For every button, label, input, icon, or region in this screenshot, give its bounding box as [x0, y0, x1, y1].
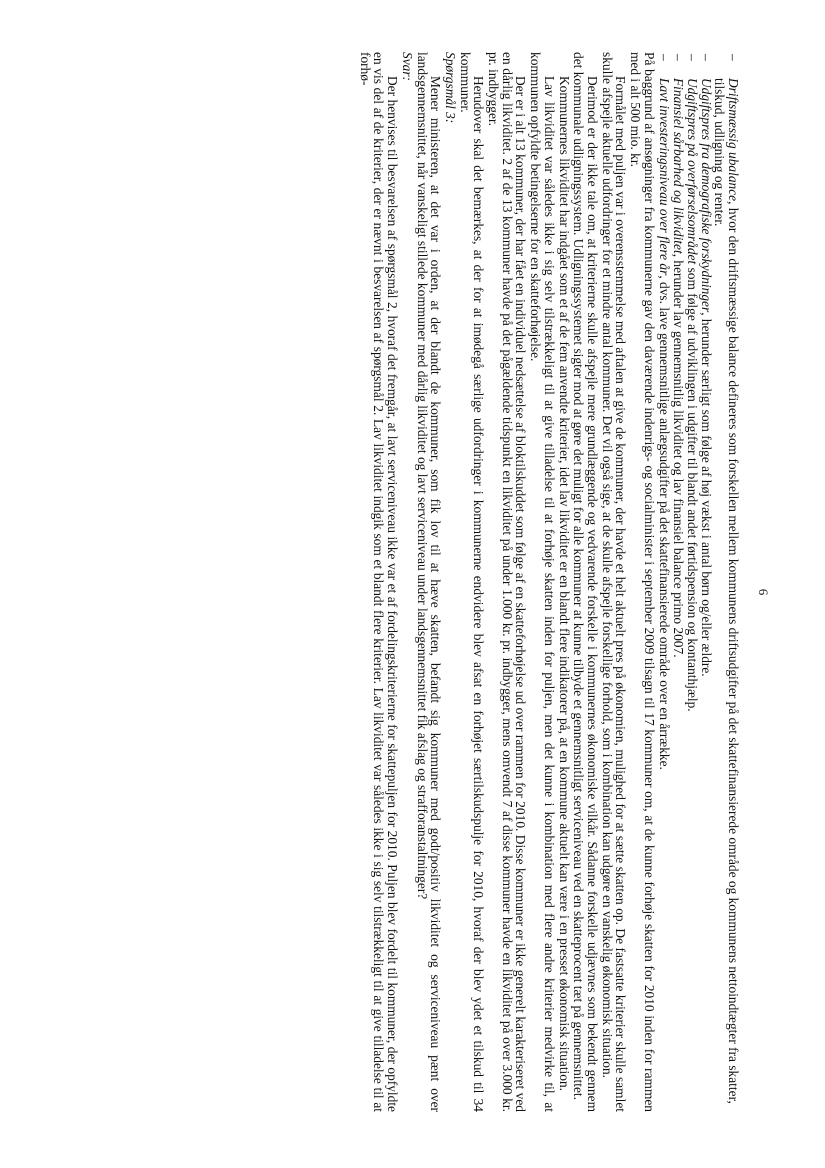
scanned-page	[80, 52, 770, 1132]
paragraph: Der er i alt 13 kommuner, der har fået en individuel nedsættelse af bloktilskuddet som følge af en skatteforhøjelse ud over rammen for 2010. Disse kommuner er ikke generelt karakteriseret ved en dårlig likviditet. 2 af de 13 kommuner havde på det pågældende tidspunkt en likviditet på under 1.000 kr. pr. indbygger, mens omvendt 7 af disse kommuner havde en likviditet på over 3.000 kr. pr. indbygger.	[486, 52, 529, 1112]
bullet-dash: –	[657, 54, 673, 61]
list-item	[699, 52, 713, 1112]
page-content	[358, 52, 740, 1112]
criterion-term: Finansiel sårbarhed og likviditet	[671, 78, 687, 254]
bullet-dash: –	[671, 54, 687, 61]
paragraph: Kommunernes likviditet har indgået som et af de fem anvendte kriterier, idet lav likviditet er en blandt flere indikatorer på, at en kommune aktuelt kan være i en presset økonomisk situation.	[556, 76, 572, 1091]
criteria-list	[658, 52, 740, 1112]
paragraph: Derimod er der ikke tale om, at kriterierne skulle afspejle mere grundlæggende og vedvarende forskelle i kommunernes økonomiske vilkår. Sådanne forskelle udjævnes som bekendt gennem det kommunale udligningssystem. Udligningssystemet sigter mod at gøre det muligt for alle kommuner at kunne tilbyde et gennemsnitligt serviceniveau ved en skatteprocent tæt på gennemsnittet.	[571, 52, 600, 1112]
question-text: Mener ministeren, at det var i orden, at der blandt de kommuner, som fik lov til at hæve skatten, befandt sig kommuner med godt/positiv likviditet og serviceniveau pænt over landsgennemsnittet, når vanskeligt stillede kommuner med dårlig likviditet og lavt serviceniveau under landsgennemsnittet fik afslag og strafforanstaltninger?	[414, 52, 444, 1112]
question-heading: Spørgsmål 3:	[442, 52, 458, 124]
criterion-term: Lavt investeringsniveau over flere år	[657, 78, 673, 276]
criterion-text: , herunder lav gennemsnitlig likviditet og lav finansiel balance primo 2007.	[671, 253, 687, 658]
criterion-text: , hvor den driftsmæssige balance defineres som forskellen mellem kommunens driftsudgifter på det skattefinansierede område og kommunens nettoindtægter fra skatter, tilskud, udligning og renter.	[712, 78, 741, 1104]
paragraph: Formålet med puljen var i overensstemmelse med aftalen at give de kommuner, der havde et helt aktuelt pres på økonomien, mulighed for at sætte skatten op. De fastsatte kriterier skulle samlet skulle afspejle aktuelle udfordringer for et mindre antal kommuner. Det vil også sige, at de skulle afspejle forskellige forhold, som i kombination kan udgøre en vanskelig økonomisk situation.	[599, 52, 629, 1112]
bullet-dash: –	[726, 54, 741, 61]
answer-heading: Svar:	[399, 52, 415, 82]
criterion-term: Udgiftspres på overførselsområdet	[684, 78, 700, 265]
paragraph: Lav likviditet var således ikke i sig selv tilstrækkeligt til at give tilladelse til at forhøje skatten inden for puljen, men det kunne i kombination med flere andre kriterier medvirke til, at kommunen opfyldte betingelserne for en skatteforhøjelse.	[528, 52, 557, 1112]
criterion-text: som følge af udviklingen i udgifter til blandt andet førtidspension og kontanthjælp.	[684, 264, 700, 712]
list-item	[713, 52, 740, 1112]
list-item	[658, 52, 672, 1112]
criterion-text: , dvs. lave gennemsnitlige anlægsudgifter på det skattefinansierede område over en årrække.	[657, 275, 673, 770]
bullet-dash: –	[698, 54, 714, 61]
criterion-text: , herunder særligt som følge af høj vækst i antal børn og/eller ældre.	[698, 312, 714, 677]
list-item	[671, 52, 685, 1112]
criterion-term: Driftsmæssig ubalance	[726, 78, 741, 202]
page-number: 6	[756, 588, 771, 596]
paragraph: Herudover skal det bemærkes, at der for at imødegå særlige udfordringer i kommunerne endvidere blev afsat en forhøjet særtilskudspulje for 2010, hvoraf der blev ydet et tilskud til 34 kommuner.	[457, 52, 487, 1112]
criterion-term: Udgiftspres fra demografiske forskydninger	[698, 78, 714, 313]
list-item	[685, 52, 699, 1112]
bullet-dash: –	[684, 54, 700, 61]
answer-text: Der henvises til besvarelsen af spørgsmål 2, hvoraf det fremgår, at lavt serviceniveau ikke var et af fordelingskriterierne for skattepuljen for 2010. Puljen blev fordelt til kommuner, der opfyldte en vis del af de kriterier, der er nævnt i besvarelsen af spørgsmål 2. Lav likviditet indgik som et blandt flere kriterier. Lav likviditet var således ikke i sig selv tilstrækkeligt til at give tilladelse til at forhø-	[357, 52, 401, 1112]
paragraph: På baggrund af ansøgninger fra kommunerne gav den daværende indenrigs- og socialminister i september 2009 tilsagn til 17 kommuner om, at de kunne forhøje skatten for 2010 inden for rammen med i alt 500 mio. kr.	[628, 52, 657, 1112]
